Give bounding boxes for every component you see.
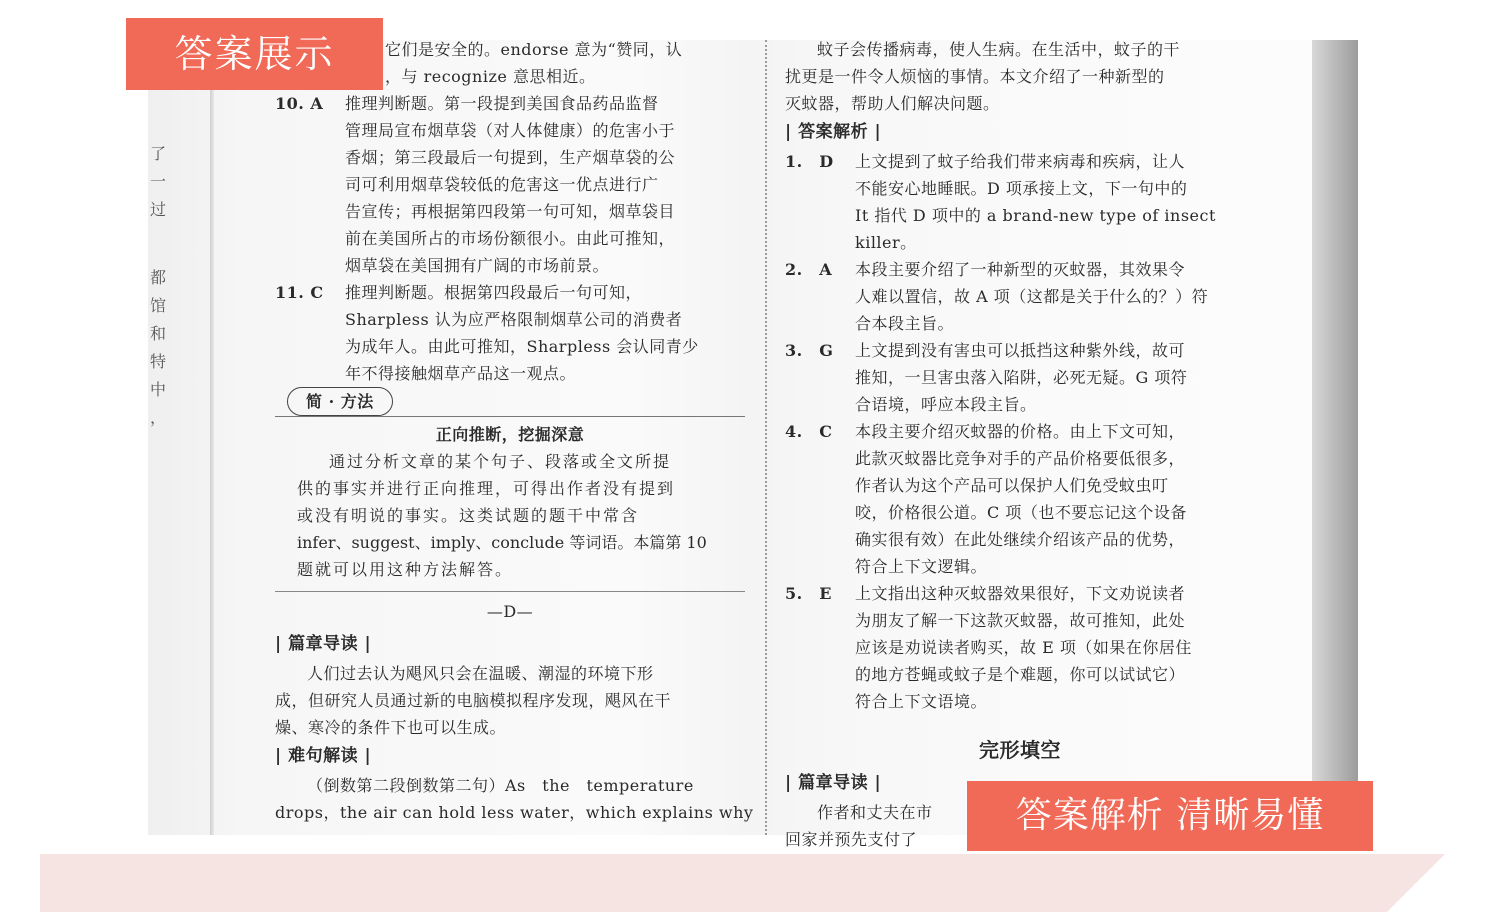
text-line: 推知，一旦害虫落入陷阱，必死无疑。G 项符 bbox=[855, 368, 1188, 387]
bottom-band bbox=[40, 854, 1462, 912]
text-line: Sharpless 认为应严格限制烟草公司的消费者 bbox=[345, 310, 683, 329]
method-header bbox=[275, 387, 745, 417]
text-line: 为成年人。由此可推知，Sharpless 会认同青少 bbox=[345, 337, 699, 356]
margin-char: 过 bbox=[150, 200, 167, 219]
text-line: 司可利用烟草袋较低的危害这一优点进行广 bbox=[345, 175, 659, 194]
answer-item-3 bbox=[785, 337, 1255, 418]
method-title: 正向推断，挖掘深意 bbox=[435, 425, 585, 444]
column-divider bbox=[765, 40, 767, 835]
text-line: killer。 bbox=[855, 233, 917, 252]
text-line: 合本段主旨。 bbox=[855, 314, 955, 333]
margin-char: 都 bbox=[150, 268, 167, 287]
text-line: 前在美国所占的市场份额很小。由此可推知， bbox=[345, 229, 676, 248]
text-line: 合语境，呼应本段主旨。 bbox=[855, 395, 1037, 414]
text-line: （倒数第二段倒数第二句）As the temperature bbox=[307, 776, 694, 795]
answer-number: 1. D bbox=[785, 152, 834, 171]
text-line: 不能安心地睡眠。D 项承接上文，下一句中的 bbox=[855, 179, 1188, 198]
left-column bbox=[275, 36, 754, 826]
answer-number: 11. C bbox=[275, 283, 324, 302]
text-line: 它们是安全的。endorse 意为“赞同，认 bbox=[385, 40, 683, 59]
text-line: 作者和丈夫在市 bbox=[817, 803, 933, 822]
margin-char: 中 bbox=[150, 380, 167, 399]
text-line: 本段主要介绍灭蚊器的价格。由上下文可知， bbox=[855, 422, 1186, 441]
text-line: 扰更是一件令人烦恼的事情。本文介绍了一种新型的 bbox=[785, 67, 1165, 86]
hard-sentence-heading: | 难句解读 | bbox=[275, 746, 372, 766]
guide-heading: | 篇章导读 | bbox=[785, 773, 882, 793]
text-line: infer、suggest、imply、conclude 等词语。本篇第 10 bbox=[297, 533, 707, 552]
text-line: 本段主要介绍了一种新型的灭蚊器，其效果令 bbox=[855, 260, 1186, 279]
right-column bbox=[785, 36, 1255, 853]
answer-item-11 bbox=[275, 279, 745, 387]
guide-heading: | 篇章导读 | bbox=[275, 634, 372, 654]
text-line: 人难以置信，故 A 项（这都是关于什么的？）符 bbox=[855, 287, 1209, 306]
text-line: 管理局宣布烟草袋（对人体健康）的危害小于 bbox=[345, 121, 676, 140]
text-line: 燥、寒冷的条件下也可以生成。 bbox=[275, 718, 507, 737]
text-line: 供的事实并进行正向推理，可得出作者没有提到 bbox=[297, 479, 676, 498]
text-line: 的地方苍蝇或蚊子是个难题，你可以试试它） bbox=[855, 665, 1186, 684]
page-edge-shadow bbox=[1312, 40, 1358, 835]
text-line: 为朋友了解一下这款灭蚊器，故可推知，此处 bbox=[855, 611, 1186, 630]
text-line: 上文提到了蚊子给我们带来病毒和疾病，让人 bbox=[855, 152, 1186, 171]
answer-number: 3. G bbox=[785, 341, 834, 360]
text-line: 成，但研究人员通过新的电脑模拟程序发现，飓风在干 bbox=[275, 691, 672, 710]
answer-item-10 bbox=[275, 90, 745, 279]
text-line: drops，the air can hold less water，which explains why bbox=[275, 803, 754, 822]
book-spine bbox=[210, 40, 214, 835]
margin-char: 特 bbox=[150, 352, 167, 371]
answer-item-4 bbox=[785, 418, 1255, 580]
text-line: 回家并预先支付了 bbox=[785, 830, 918, 849]
text-line: 推理判断题。根据第四段最后一句可知， bbox=[345, 283, 643, 302]
text-line: 确实很有效）在此处继续介绍该产品的优势， bbox=[855, 530, 1186, 549]
text-line: 题就可以用这种方法解答。 bbox=[297, 560, 514, 579]
answer-item-1 bbox=[785, 148, 1255, 256]
answer-item-2 bbox=[785, 256, 1255, 337]
margin-char: 和 bbox=[150, 324, 167, 343]
facing-page-margin-text bbox=[150, 140, 180, 432]
text-line: 作者认为这个产品可以保护人们免受蚊虫叮 bbox=[855, 476, 1169, 495]
text-line: It 指代 D 项中的 a brand-new type of insect bbox=[855, 206, 1216, 225]
text-line: 或没有明说的事实。这类试题的题干中常含 bbox=[297, 506, 640, 525]
text-line: 推理判断题。第一段提到美国食品药品监督 bbox=[345, 94, 659, 113]
section-rule bbox=[275, 591, 745, 592]
answer-number: 10. A bbox=[275, 94, 324, 113]
text-line: 人们过去认为飓风只会在温暖、潮湿的环境下形 bbox=[307, 664, 654, 683]
bottom-band-corner bbox=[1370, 854, 1462, 912]
margin-char: 馆 bbox=[150, 296, 167, 315]
answer-number: 5. E bbox=[785, 584, 832, 603]
method-body bbox=[275, 448, 745, 583]
text-line: 上文提到没有害虫可以抵挡这种紫外线，故可 bbox=[855, 341, 1186, 360]
answer-analysis-heading: | 答案解析 | bbox=[785, 122, 882, 142]
text-line: 蚊子会传播病毒，使人生病。在生活中，蚊子的干 bbox=[817, 40, 1181, 59]
text-line: 咬，价格很公道。C 项（也不要忘记这个设备 bbox=[855, 503, 1187, 522]
cloze-title: 完形填空 bbox=[979, 738, 1061, 762]
section-letter: —D— bbox=[486, 602, 534, 621]
text-line: 应该是劝说读者购买，故 E 项（如果在你居住 bbox=[855, 638, 1192, 657]
answer-number: 2. A bbox=[785, 260, 833, 279]
text-line: 符合上下文逻辑。 bbox=[855, 557, 988, 576]
text-line: 此款灭蚊器比竞争对手的产品价格要低很多， bbox=[855, 449, 1186, 468]
text-line: 香烟；第三段最后一句提到，生产烟草袋的公 bbox=[345, 148, 676, 167]
margin-char: ， bbox=[150, 408, 167, 427]
method-label: 简 · 方法 bbox=[287, 387, 393, 416]
answer-analysis-label: 答案解析 清晰易懂 bbox=[967, 781, 1373, 851]
text-line: ，与 recognize 意思相近。 bbox=[385, 67, 596, 86]
text-line: 通过分析文章的某个句子、段落或全文所提 bbox=[329, 452, 672, 471]
text-line: 灭蚊器，帮助人们解决问题。 bbox=[785, 94, 1000, 113]
text-line: 上文指出这种灭蚊器效果很好，下文劝说读者 bbox=[855, 584, 1186, 603]
answer-display-label: 答案展示 bbox=[126, 18, 383, 90]
text-line: 符合上下文语境。 bbox=[855, 692, 988, 711]
answer-number: 4. C bbox=[785, 422, 833, 441]
answer-item-5 bbox=[785, 580, 1255, 715]
text-line: 烟草袋在美国拥有广阔的市场前景。 bbox=[345, 256, 610, 275]
margin-char: 了一 bbox=[150, 144, 167, 191]
text-line: 告宣传；再根据第四段第一句可知，烟草袋目 bbox=[345, 202, 676, 221]
text-line: 年不得接触烟草产品这一观点。 bbox=[345, 364, 577, 383]
